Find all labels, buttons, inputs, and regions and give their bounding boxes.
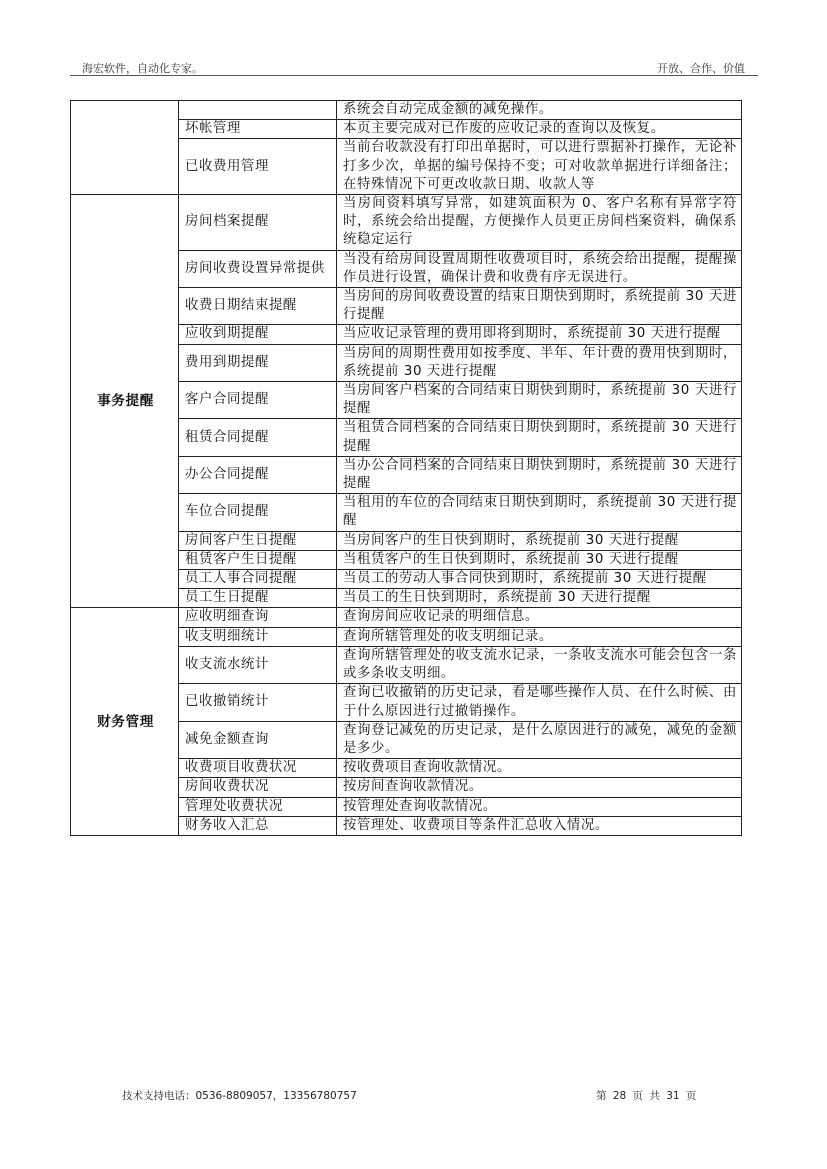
feature-name-cell: 费用到期提醒 <box>179 344 337 381</box>
feature-name-cell: 房间收费状况 <box>179 778 337 797</box>
feature-description-cell: 当没有给房间设置周期性收费项目时，系统会给出提醒，提醒操作员进行设置，确保计费和收费有序无误进行。 <box>337 250 742 287</box>
feature-name-cell: 车位合同提醒 <box>179 494 337 531</box>
feature-name-cell: 应收到期提醒 <box>179 325 337 344</box>
header-divider <box>70 75 758 76</box>
feature-name-cell <box>179 101 337 120</box>
feature-table <box>70 100 742 836</box>
category-cell <box>71 101 179 195</box>
feature-description-cell: 查询所辖管理处的收支明细记录。 <box>337 627 742 646</box>
feature-name-cell: 办公合同提醒 <box>179 456 337 493</box>
feature-name-cell: 员工生日提醒 <box>179 589 337 608</box>
feature-name-cell: 客户合同提醒 <box>179 382 337 419</box>
feature-description-cell: 当房间的房间收费设置的结束日期快到期时，系统提前 30 天进行提醒 <box>337 288 742 325</box>
feature-description-cell: 当房间的周期性费用如按季度、半年、年计费的费用快到期时，系统提前 30 天进行提醒 <box>337 344 742 381</box>
feature-description-cell: 当房间资料填写异常，如建筑面积为 0、客户名称有异常字符时，系统会给出提醒，方便操作人员更正房间档案资料，确保系统稳定运行 <box>337 195 742 251</box>
feature-name-cell: 坏帐管理 <box>179 120 337 139</box>
feature-description-cell: 当员工的劳动人事合同快到期时，系统提前 30 天进行提醒 <box>337 570 742 589</box>
feature-name-cell: 财务收入汇总 <box>179 816 337 835</box>
feature-description-cell: 查询已收撤销的历史记录，看是哪些操作人员、在什么时候、由于什么原因进行过撤销操作。 <box>337 684 742 721</box>
feature-name-cell: 应收明细查询 <box>179 608 337 627</box>
footer-support-phone: 技术支持电话：0536-8809057，13356780757 <box>122 1090 357 1102</box>
feature-description-cell: 本页主要完成对已作废的应收记录的查询以及恢复。 <box>337 120 742 139</box>
feature-name-cell: 房间收费设置异常提供 <box>179 250 337 287</box>
table-row <box>71 608 742 627</box>
feature-name-cell: 管理处收费状况 <box>179 797 337 816</box>
feature-name-cell: 员工人事合同提醒 <box>179 570 337 589</box>
feature-description-cell: 当应收记录管理的费用即将到期时，系统提前 30 天进行提醒 <box>337 325 742 344</box>
feature-description-cell: 当员工的生日快到期时，系统提前 30 天进行提醒 <box>337 589 742 608</box>
feature-description-cell: 按管理处查询收款情况。 <box>337 797 742 816</box>
feature-description-cell: 查询房间应收记录的明细信息。 <box>337 608 742 627</box>
feature-name-cell: 房间客户生日提醒 <box>179 531 337 550</box>
feature-description-cell: 当房间客户的生日快到期时，系统提前 30 天进行提醒 <box>337 531 742 550</box>
feature-description-cell: 系统会自动完成金额的减免操作。 <box>337 101 742 120</box>
category-cell: 财务管理 <box>71 608 179 835</box>
feature-table-body <box>71 101 742 836</box>
feature-description-cell: 当租赁合同档案的合同结束日期快到期时，系统提前 30 天进行提醒 <box>337 419 742 456</box>
feature-description-cell: 按管理处、收费项目等条件汇总收入情况。 <box>337 816 742 835</box>
table-row <box>71 101 742 120</box>
feature-description-cell: 当前台收款没有打印出单据时，可以进行票据补打操作，无论补打多少次，单据的编号保持不变；可对收款单据进行详细备注；在特殊情况下可更改收款日期、收款人等 <box>337 139 742 195</box>
feature-description-cell: 当房间客户档案的合同结束日期快到期时，系统提前 30 天进行提醒 <box>337 382 742 419</box>
feature-name-cell: 租赁客户生日提醒 <box>179 550 337 569</box>
feature-name-cell: 收支流水统计 <box>179 646 337 683</box>
feature-description-cell: 查询登记减免的历史记录，是什么原因进行的减免，减免的金额是多少。 <box>337 721 742 758</box>
feature-name-cell: 收费日期结束提醒 <box>179 288 337 325</box>
feature-name-cell: 已收费用管理 <box>179 139 337 195</box>
header-right-text: 开放、合作、价值 <box>657 62 745 75</box>
feature-name-cell: 已收撤销统计 <box>179 684 337 721</box>
header-left-text: 海宏软件，自动化专家。 <box>82 62 203 75</box>
feature-name-cell: 租赁合同提醒 <box>179 419 337 456</box>
feature-name-cell: 收支明细统计 <box>179 627 337 646</box>
footer-page-number: 第 28 页 共 31 页 <box>596 1090 697 1102</box>
feature-description-cell: 查询所辖管理处的收支流水记录，一条收支流水可能会包含一条或多条收支明细。 <box>337 646 742 683</box>
feature-name-cell: 房间档案提醒 <box>179 195 337 251</box>
feature-description-cell: 当办公合同档案的合同结束日期快到期时，系统提前 30 天进行提醒 <box>337 456 742 493</box>
feature-description-cell: 当租赁客户的生日快到期时，系统提前 30 天进行提醒 <box>337 550 742 569</box>
feature-name-cell: 减免金额查询 <box>179 721 337 758</box>
table-row <box>71 195 742 251</box>
feature-name-cell: 收费项目收费状况 <box>179 759 337 778</box>
feature-description-cell: 按收费项目查询收款情况。 <box>337 759 742 778</box>
feature-description-cell: 当租用的车位的合同结束日期快到期时，系统提前 30 天进行提醒 <box>337 494 742 531</box>
feature-description-cell: 按房间查询收款情况。 <box>337 778 742 797</box>
category-cell: 事务提醒 <box>71 195 179 608</box>
